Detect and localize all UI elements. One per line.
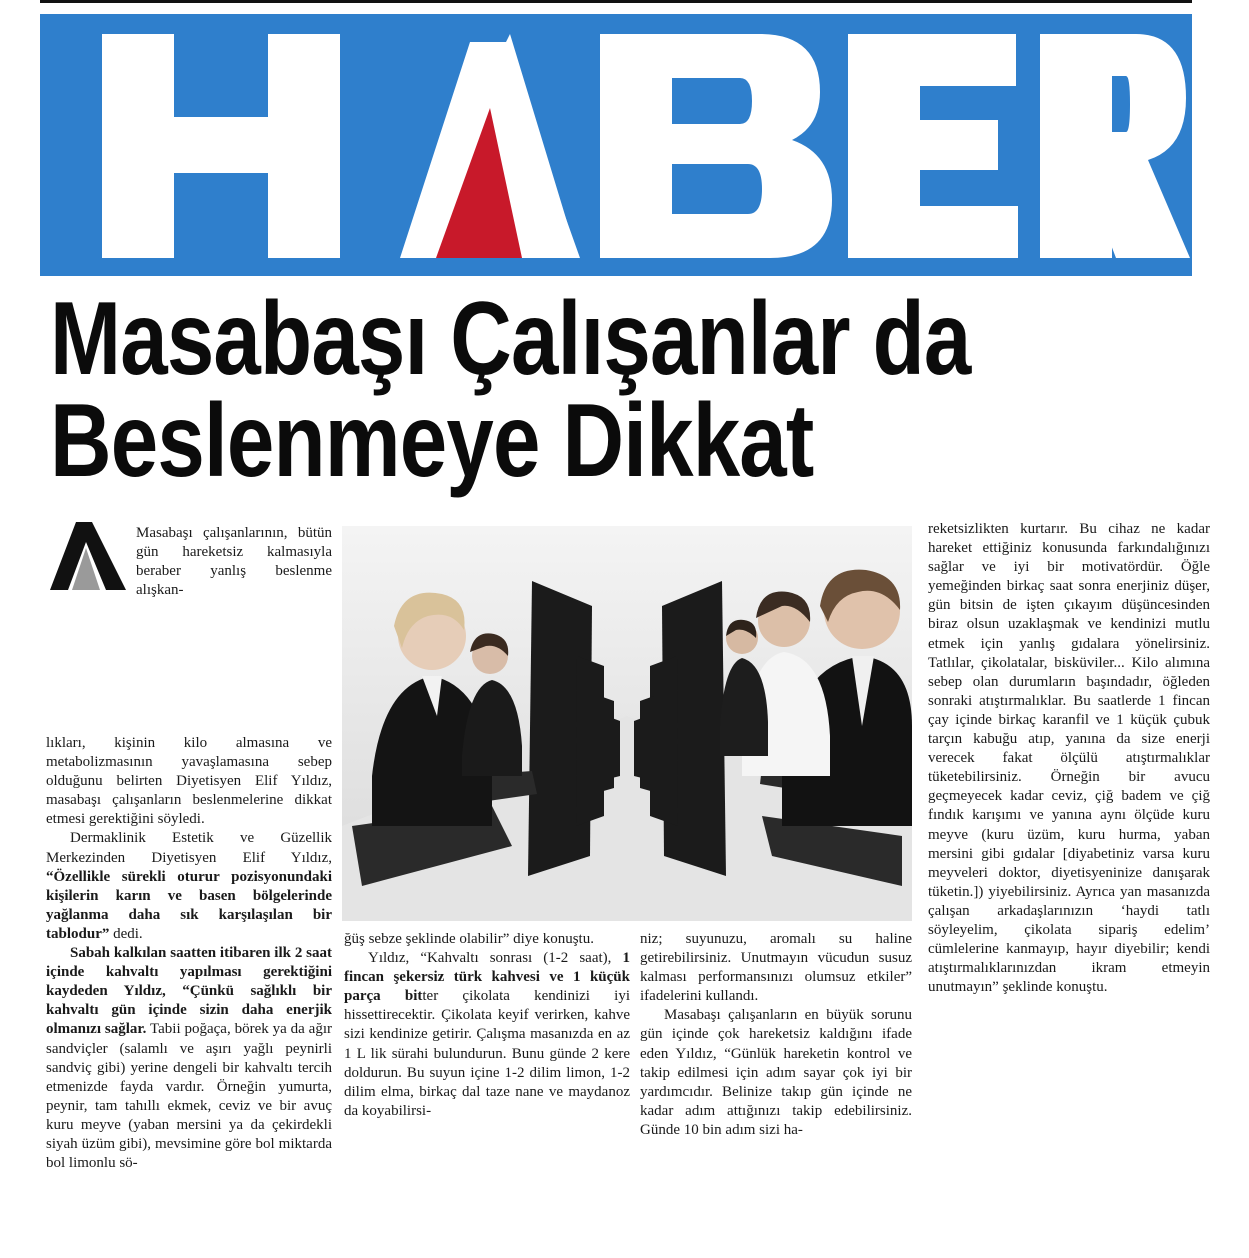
office-workers-photo bbox=[342, 526, 912, 921]
dropcap-a-icon bbox=[46, 520, 130, 592]
paragraph-3-text: Tabii poğaça, börek ya da ağır sandviçler (salamlı ve aşırı yağlı peynirli sandviç gibi) yerine dengeli bir kahvaltı tercih etmenizde fayda vardır. Örneğin yumurta, peynir, tam tahıllı ekmek, ceviz ve bir avuç kuru meyve (yaban mersini ya da çekirdekli siyah üzüm gibi), mevsimine göre bol miktarda bol limonlu sö- bbox=[46, 1021, 332, 1172]
haber-logo bbox=[40, 14, 1192, 276]
column-1 bbox=[46, 734, 332, 1173]
paragraph-4-bold: 1 fincan şekersiz türk kahvesi ve 1 küçük parça bit bbox=[344, 950, 630, 1005]
paragraph-5-text: Masabaşı çalışanların en büyük sorunu gün içinde çok hareketsiz kaldığını ifade eden Yıldız, “Günlük hareketin kontrol ve takip edilmesi için adım sayar çok iyi bir yardımcıdır. Belinize takıp gün içinde ne kadar adım attığınızı takip edebilirsiniz. Günde 10 bin adım sizi ha- bbox=[640, 1007, 912, 1138]
intro-text-rest: lıkları, kişinin kilo almasına ve metabolizmasının yavaşlamasına sebep olduğunu belirten Diyetisyen Elif Yıldız, masabaşı çalışanların beslenmelerine dikkat etmesi gerektiğini söyledi. bbox=[46, 735, 332, 828]
column-3 bbox=[640, 930, 912, 1140]
paragraph-4-end: niz; suyunuzu, aromalı su haline getirebilirsiniz. Unutmayın vücudun susuz kalması performansınızı olumsuz etkiler” ifadelerini kullandı. bbox=[640, 931, 912, 1005]
paragraph-5-rest: reketsizlikten kurtarır. Bu cihaz ne kadar hareket ettiğiniz konusunda farkındalığınızı sağlar ve iyi bir motivatördür. Öğle yemeğinden birkaç saat sonra enerjiniz düşer, gün bitsin de işten çıkayım düşüncesinden biraz olsun uzaklaşmak ve kendinizi mutlu etmek için yanlış gıdalara yönelirsiniz. Tatlılar, çikolatalar, bisküviler... Kilo alımına sebep olan durumların başındadır, öğleden sonraki atıştırmalıklar. Bu saatlerde 1 fincan çay içinde birkaç karanfil ve 1 küçük çubuk tarçın kabuğu atıp, yanına da size enerji verecek fakat ölçülü atıştırmalıklar tüketebilirsiniz. Örneğin bir avucu geçmeyecek kadar ceviz, çiğ badem ve çiğ fındık karışımı ve yanına aynı ölçüde kuru meyve (kuru üzüm, kuru hurma, yaban mersini gibi gıdalar [diyabetiniz varsa kuru meyveleri doktor, diyetisyeninize danışarak tüketin.]) yiyebilirsiniz. Ayrıca yan masanızda çalışan arkadaşlarınızın ‘haydi tatlı söyleyelim, çikolata sipariş edelim’ cümlelerine kanmayıp, hayır diyebilir; kendi atıştırmalıklarınızdan ikram etmeyin unutmayın” şeklinde konuştu. bbox=[928, 521, 1210, 996]
paragraph-2-end: dedi. bbox=[109, 925, 143, 942]
paragraph-4-text: Yıldız, “Kahvaltı sonrası (1-2 saat), bbox=[368, 950, 623, 967]
paragraph-3-bold: Sabah kalkılan saatten itibaren ilk 2 saat içinde kahvaltı yapılması gerektiğini kaydeden Yıldız, “Çünkü sağlıklı bir kahvaltı gün içinde sizin daha enerjik olmanızı sağlar. bbox=[46, 945, 332, 1038]
headline-line-2: Beslenmeye Dikkat bbox=[50, 383, 814, 499]
paragraph-2-text: Dermaklinik Estetik ve Güzellik Merkezinden Diyetisyen Elif Yıldız, bbox=[46, 830, 332, 866]
column-2 bbox=[344, 930, 630, 1121]
headline-line-1: Masabaşı Çalışanlar da bbox=[50, 281, 971, 397]
office-workers-computers-photo bbox=[342, 526, 912, 921]
headline bbox=[50, 281, 1018, 499]
column-4 bbox=[928, 520, 1210, 997]
paragraph-4-rest: ter çikolata kendinizi iyi hissettirecektir. Çikolata keyif verirken, kahve sizi kendinize getirir. Çalışma masanızda en az 1 L lik sürahi bulundurun. Bunu günde 2 kere doldurun. Bu suyun içine 1-2 dilim limon, 1-2 dilim elma, birkaç dal taze nane ve maydanoz da koyabilirsi- bbox=[344, 988, 630, 1119]
masthead-logo bbox=[40, 14, 1192, 276]
column-1-intro bbox=[136, 524, 332, 600]
intro-text: Masabaşı çalışanlarının, bütün gün hareketsiz kalmasıyla beraber yanlış beslenme alışkan- bbox=[136, 525, 332, 599]
paragraph-2-quote: “Özellikle sürekli oturur pozisyonundaki kişilerin karın ve basen bölgelerinde yağlanma daha sık karşılaşılan bir tablodur” bbox=[46, 868, 332, 942]
paragraph-3-end: ğüş sebze şeklinde olabilir” diye konuştu. bbox=[344, 931, 594, 947]
top-rule bbox=[40, 0, 1192, 3]
